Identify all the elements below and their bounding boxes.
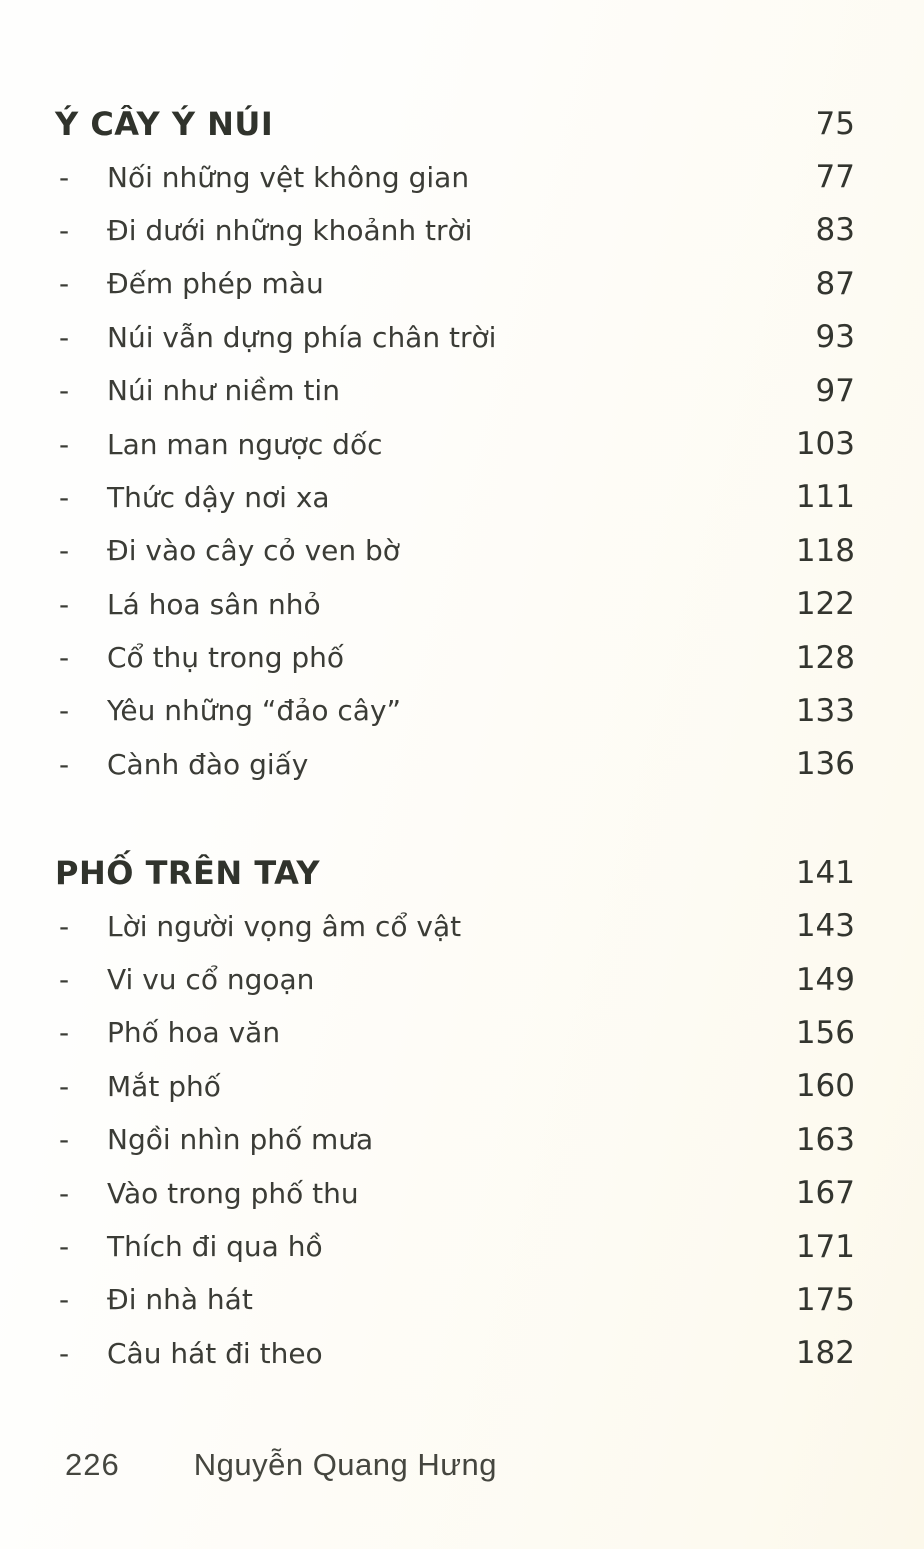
toc-section (55, 97, 855, 791)
toc-item-page: 149 (795, 961, 855, 998)
toc-item-label: Nối những vệt không gian (107, 160, 470, 194)
toc-section-page: 75 (815, 105, 855, 142)
toc-item-row (55, 1327, 855, 1380)
toc-item-label: Đi vào cây cỏ ven bờ (107, 534, 400, 568)
bullet-dash: - (59, 267, 70, 301)
toc-item-page: 77 (815, 159, 855, 196)
toc-item-page: 160 (795, 1068, 855, 1105)
toc-section-heading-row (55, 97, 855, 150)
toc-item-row (55, 257, 855, 310)
toc-item-page: 175 (795, 1281, 855, 1318)
footer-author: Nguyễn Quang Hưng (193, 1447, 498, 1482)
toc-item-page: 122 (795, 586, 855, 623)
toc-item-row (55, 899, 855, 952)
toc-item-page: 128 (795, 639, 855, 676)
toc-item-label: Đi nhà hát (107, 1283, 253, 1317)
bullet-dash: - (59, 1336, 70, 1370)
toc-item-page: 156 (795, 1014, 855, 1051)
toc-item-row (55, 1166, 855, 1219)
toc-item-page: 182 (795, 1335, 855, 1372)
toc-item-page: 97 (815, 372, 855, 409)
toc-item-label: Yêu những “đảo cây” (107, 694, 402, 728)
bullet-dash: - (59, 427, 70, 461)
toc-item-row (55, 684, 855, 737)
toc-item-row (55, 471, 855, 524)
toc-section-heading-row (55, 846, 855, 899)
toc-item-label: Lá hoa sân nhỏ (107, 587, 321, 621)
bullet-dash: - (59, 213, 70, 247)
toc-item-label: Núi vẫn dựng phía chân trời (107, 320, 497, 354)
toc-item-row (55, 204, 855, 257)
toc-item-row (55, 1273, 855, 1326)
toc-item-row (55, 738, 855, 791)
toc-section-page: 141 (795, 854, 855, 891)
toc-item-label: Núi như niềm tin (107, 374, 340, 408)
toc-item-row (55, 1113, 855, 1166)
bullet-dash: - (59, 587, 70, 621)
toc-item-page: 133 (795, 692, 855, 729)
toc-item-row (55, 953, 855, 1006)
toc-item-label: Lan man ngược dốc (107, 427, 383, 461)
toc-item-page: 87 (815, 265, 855, 302)
bullet-dash: - (59, 1176, 70, 1210)
toc-item-row (55, 311, 855, 364)
bullet-dash: - (59, 374, 70, 408)
toc-item-page: 118 (795, 532, 855, 569)
toc-item-row (55, 364, 855, 417)
toc-item-label: Cành đào giấy (107, 747, 309, 781)
table-of-contents (55, 0, 855, 1380)
bullet-dash: - (59, 1230, 70, 1263)
toc-item-page: 103 (795, 426, 855, 463)
toc-item-row (55, 1006, 855, 1059)
toc-item-page: 83 (815, 212, 855, 249)
bullet-dash: - (59, 534, 70, 568)
toc-item-label: Phố hoa văn (107, 1016, 281, 1050)
toc-item-label: Vi vu cổ ngoạn (107, 963, 315, 997)
toc-item-label: Đếm phép màu (107, 267, 324, 301)
bullet-dash: - (59, 1069, 70, 1103)
page-footer (65, 1447, 497, 1483)
bullet-dash: - (59, 963, 70, 997)
bullet-dash: - (59, 1123, 70, 1157)
toc-item-page: 171 (795, 1228, 855, 1265)
toc-item-page: 143 (795, 908, 855, 945)
toc-section-title: PHỐ TRÊN TAY (55, 853, 321, 892)
toc-section-title: Ý CÂY Ý NÚI (55, 104, 274, 143)
toc-item-label: Đi dưới những khoảnh trời (107, 213, 473, 247)
toc-item-row (55, 417, 855, 470)
toc-item-label: Mắt phố (107, 1069, 221, 1103)
toc-item-label: Lời người vọng âm cổ vật (107, 909, 462, 943)
toc-item-row (55, 150, 855, 203)
toc-item-page: 93 (815, 319, 855, 356)
bullet-dash: - (59, 909, 70, 943)
toc-item-row (55, 631, 855, 684)
toc-item-label: Vào trong phố thu (107, 1176, 359, 1210)
footer-page-number: 226 (65, 1447, 120, 1482)
toc-item-row (55, 1060, 855, 1113)
toc-item-label: Thích đi qua hồ (107, 1230, 323, 1263)
bullet-dash: - (59, 1283, 70, 1317)
toc-item-label: Thức dậy nơi xa (107, 480, 330, 514)
toc-item-label: Câu hát đi theo (107, 1336, 323, 1370)
toc-item-row (55, 524, 855, 577)
toc-section (55, 846, 855, 1380)
toc-item-label: Ngồi nhìn phố mưa (107, 1123, 374, 1157)
bullet-dash: - (59, 320, 70, 354)
toc-item-page: 136 (795, 746, 855, 783)
toc-item-row (55, 1220, 855, 1273)
bullet-dash: - (59, 694, 70, 728)
bullet-dash: - (59, 1016, 70, 1050)
bullet-dash: - (59, 160, 70, 194)
bullet-dash: - (59, 480, 70, 514)
toc-item-page: 167 (795, 1175, 855, 1212)
bullet-dash: - (59, 641, 70, 675)
bullet-dash: - (59, 747, 70, 781)
toc-item-label: Cổ thụ trong phố (107, 641, 345, 675)
toc-item-row (55, 578, 855, 631)
toc-item-page: 111 (795, 479, 855, 516)
toc-item-page: 163 (795, 1121, 855, 1158)
